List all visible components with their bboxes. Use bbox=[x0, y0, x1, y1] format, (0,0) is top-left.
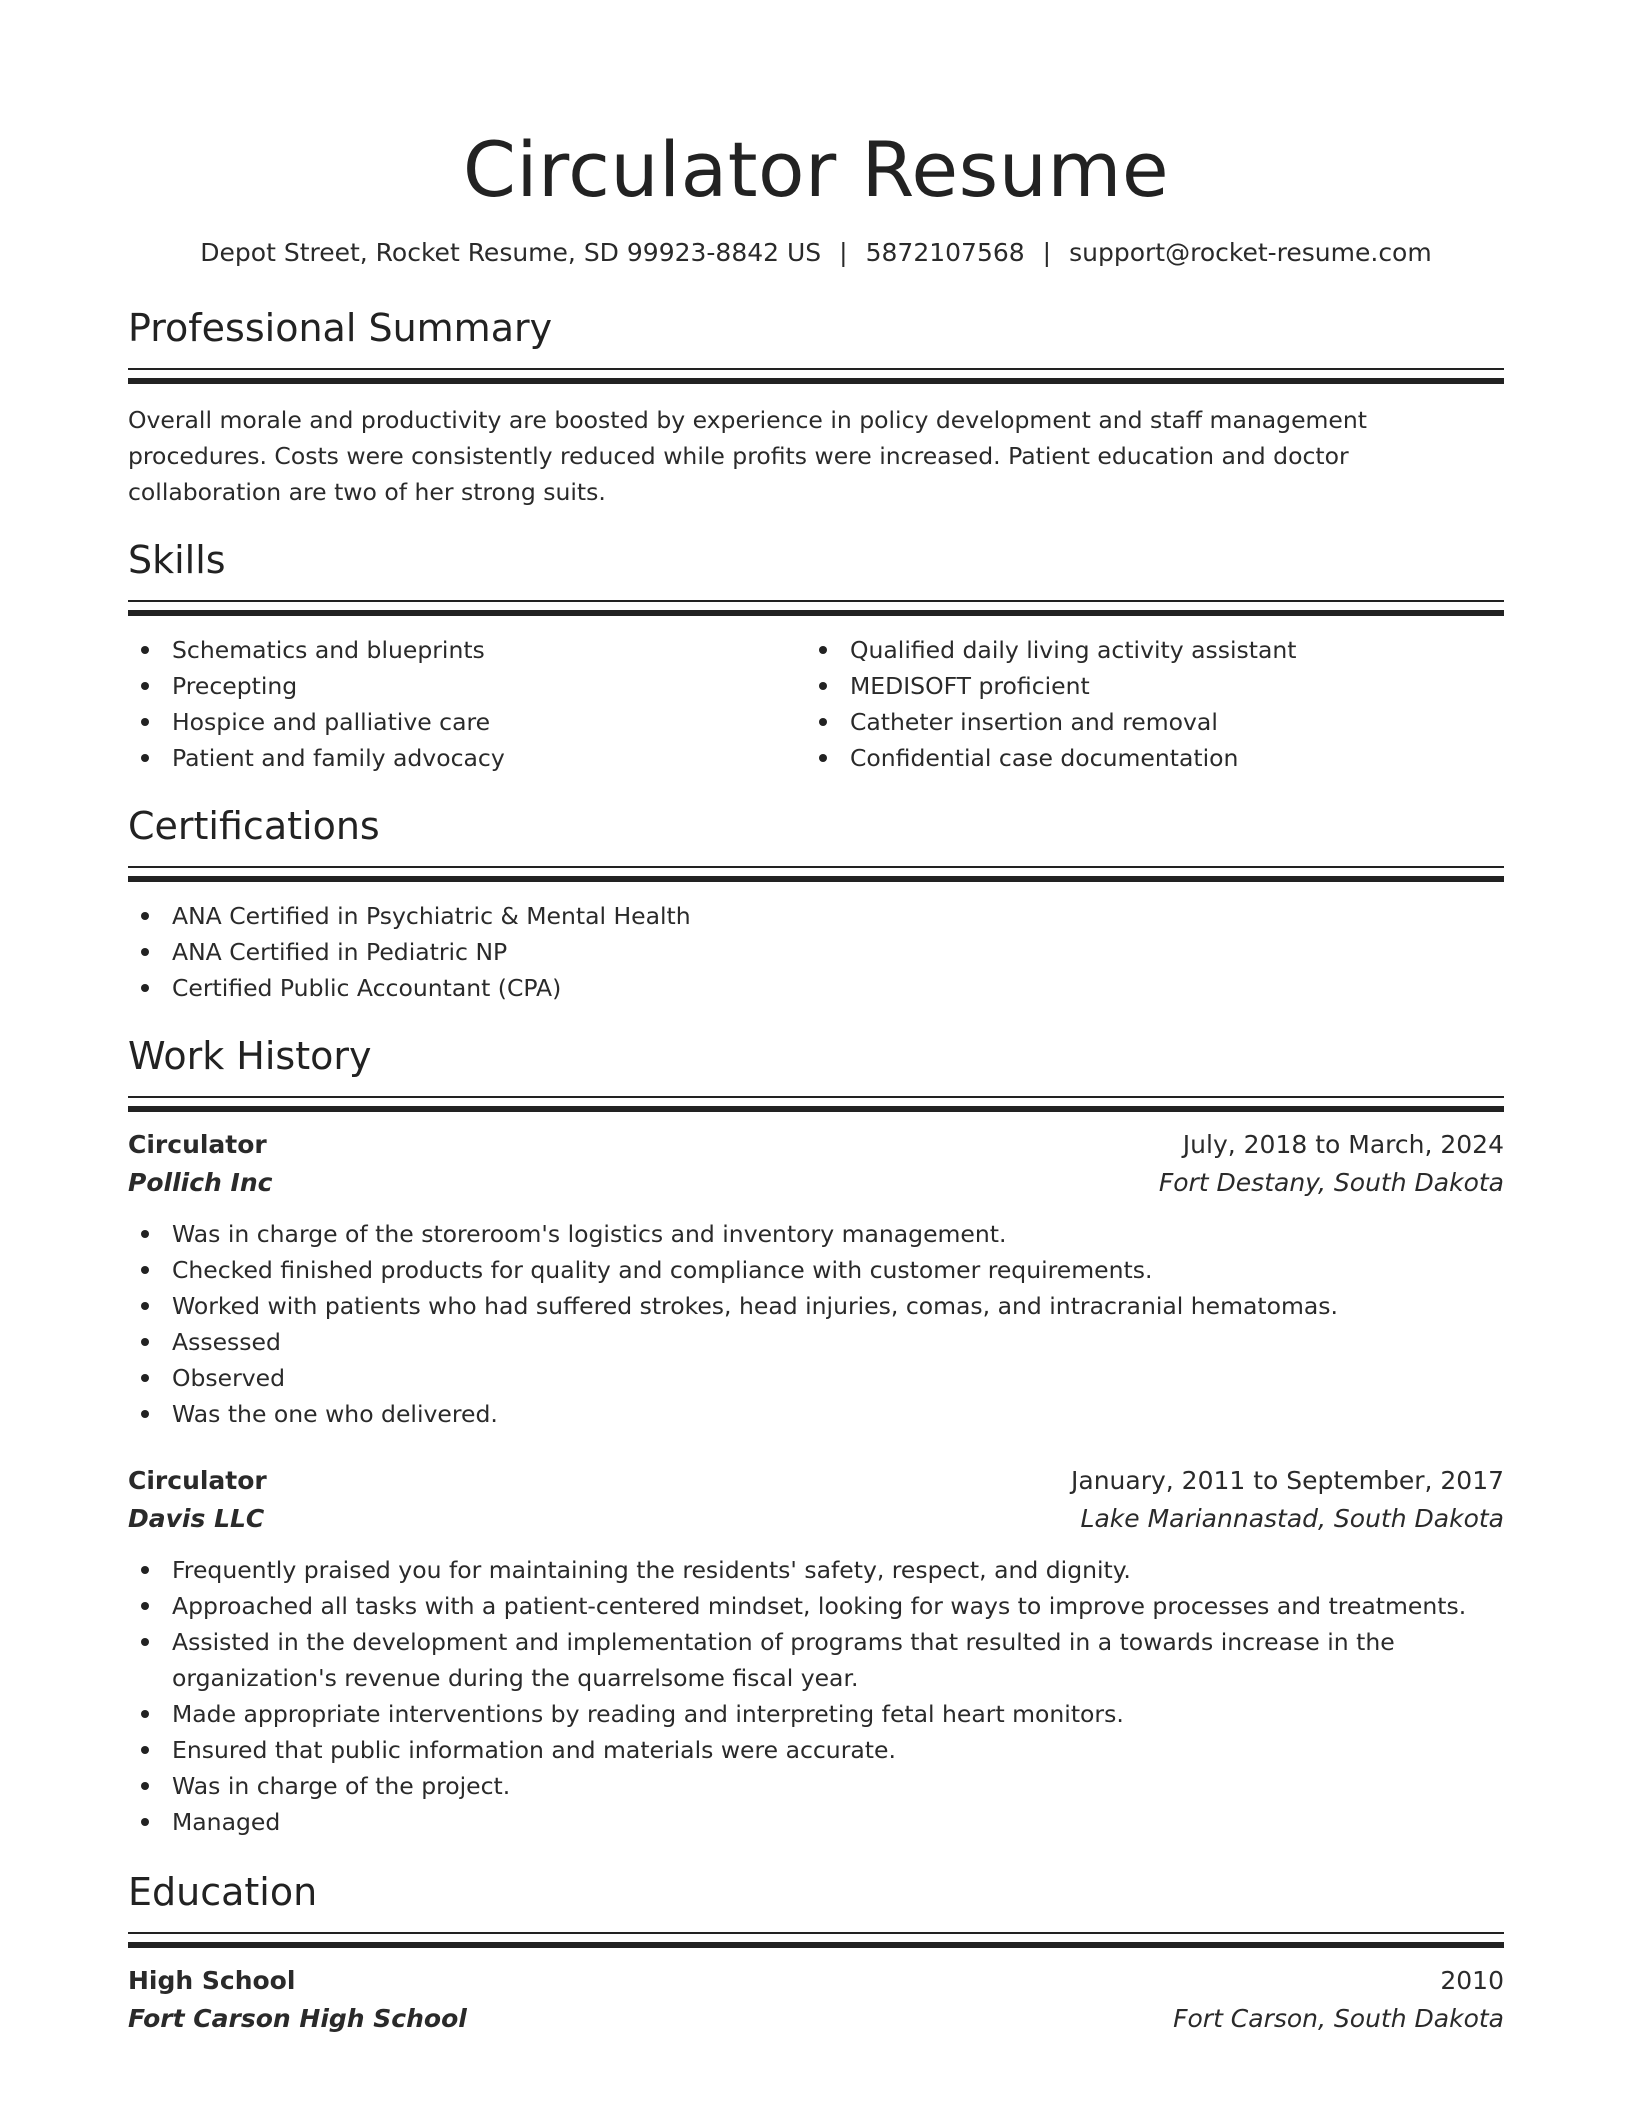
skills-list-left bbox=[128, 632, 806, 776]
education-year: 2010 bbox=[1440, 1966, 1504, 1995]
skill-text: Confidential case documentation bbox=[850, 744, 1239, 772]
job-company: Davis LLC bbox=[128, 1504, 265, 1533]
certification-text: ANA Certified in Pediatric NP bbox=[172, 938, 508, 966]
contact-phone: 5872107568 bbox=[865, 238, 1025, 267]
certification-text: ANA Certified in Psychiatric & Mental Health bbox=[172, 902, 691, 930]
list-item bbox=[128, 898, 1504, 934]
bullet-icon bbox=[819, 754, 827, 762]
list-item bbox=[128, 1324, 1504, 1360]
list-item bbox=[806, 704, 1484, 740]
bullet-icon bbox=[141, 718, 149, 726]
bullet-icon bbox=[141, 682, 149, 690]
list-item bbox=[128, 1768, 1504, 1804]
resume-title: Circulator Resume bbox=[462, 125, 1170, 214]
job-subheader bbox=[128, 1164, 1504, 1202]
list-item bbox=[128, 668, 806, 704]
duty-text: Was in charge of the project. bbox=[172, 1772, 511, 1800]
resume-page bbox=[128, 0, 1504, 2038]
certifications-list bbox=[128, 898, 1504, 1006]
job-location: Fort Destany, South Dakota bbox=[1158, 1168, 1504, 1197]
bullet-icon bbox=[141, 1374, 149, 1382]
skills-list-right bbox=[806, 632, 1484, 776]
list-item bbox=[128, 704, 806, 740]
duty-text: Managed bbox=[172, 1808, 281, 1836]
skills-section bbox=[128, 536, 1504, 776]
list-item bbox=[128, 1804, 1504, 1840]
list-item bbox=[128, 1552, 1504, 1588]
bullet-icon bbox=[819, 646, 827, 654]
certification-text: Certified Public Accountant (CPA) bbox=[172, 974, 562, 1002]
list-item bbox=[128, 1360, 1504, 1396]
bullet-icon bbox=[141, 1782, 149, 1790]
bullet-icon bbox=[141, 1410, 149, 1418]
bullet-icon bbox=[141, 1302, 149, 1310]
section-divider-thick bbox=[128, 378, 1504, 384]
list-item bbox=[806, 668, 1484, 704]
section-divider-thick bbox=[128, 876, 1504, 882]
job-duties-list bbox=[128, 1552, 1504, 1840]
list-item bbox=[128, 740, 806, 776]
duty-text: Assessed bbox=[172, 1328, 281, 1356]
certifications-section bbox=[128, 802, 1504, 1006]
skill-text: Qualified daily living activity assistant bbox=[850, 636, 1297, 664]
job-entry bbox=[128, 1126, 1504, 1432]
job-header bbox=[128, 1462, 1504, 1500]
bullet-icon bbox=[141, 1710, 149, 1718]
list-item bbox=[128, 1288, 1504, 1324]
summary-heading: Professional Summary bbox=[128, 306, 553, 350]
bullet-icon bbox=[141, 912, 149, 920]
education-location: Fort Carson, South Dakota bbox=[1173, 2004, 1504, 2033]
job-entry bbox=[128, 1462, 1504, 1840]
duty-text: Approached all tasks with a patient-centered mindset, looking for ways to improve processes and treatments. bbox=[172, 1592, 1467, 1620]
section-divider-thin bbox=[128, 866, 1504, 868]
bullet-icon bbox=[141, 1338, 149, 1346]
section-divider-thin bbox=[128, 1932, 1504, 1934]
bullet-icon bbox=[141, 1638, 149, 1646]
list-item bbox=[128, 1252, 1504, 1288]
bullet-icon bbox=[141, 1818, 149, 1826]
duty-text: Was in charge of the storeroom's logistics and inventory management. bbox=[172, 1220, 1007, 1248]
work-history-section bbox=[128, 1032, 1504, 1840]
list-item bbox=[128, 1216, 1504, 1252]
duty-text: Frequently praised you for maintaining the residents' safety, respect, and dignity. bbox=[172, 1556, 1131, 1584]
skills-heading: Skills bbox=[128, 538, 226, 582]
section-divider-thin bbox=[128, 600, 1504, 602]
section-divider-thin bbox=[128, 1096, 1504, 1098]
education-subheader bbox=[128, 2000, 1504, 2038]
bullet-icon bbox=[141, 984, 149, 992]
bullet-icon bbox=[819, 682, 827, 690]
list-item bbox=[128, 1396, 1504, 1432]
skill-text: Catheter insertion and removal bbox=[850, 708, 1218, 736]
list-item bbox=[128, 1732, 1504, 1768]
bullet-icon bbox=[141, 948, 149, 956]
job-dates: July, 2018 to March, 2024 bbox=[1182, 1130, 1504, 1159]
duty-text: Assisted in the development and implementation of programs that resulted in a towards increase in the organization's revenue during the quarrelsome fiscal year. bbox=[172, 1628, 1395, 1692]
job-company: Pollich Inc bbox=[128, 1168, 273, 1197]
list-item bbox=[128, 934, 1504, 970]
work-history-heading: Work History bbox=[128, 1034, 372, 1078]
contact-separator: | bbox=[839, 238, 848, 267]
bullet-icon bbox=[819, 718, 827, 726]
list-item bbox=[806, 632, 1484, 668]
list-item bbox=[128, 1624, 1504, 1696]
bullet-icon bbox=[141, 1230, 149, 1238]
bullet-icon bbox=[141, 1602, 149, 1610]
bullet-icon bbox=[141, 1266, 149, 1274]
bullet-icon bbox=[141, 754, 149, 762]
certifications-heading: Certifications bbox=[128, 804, 380, 848]
skill-text: Schematics and blueprints bbox=[172, 636, 485, 664]
contact-address: Depot Street, Rocket Resume, SD 99923-8842 US bbox=[200, 238, 822, 267]
list-item bbox=[128, 1696, 1504, 1732]
job-title: Circulator bbox=[128, 1466, 267, 1495]
bullet-icon bbox=[141, 1566, 149, 1574]
education-heading: Education bbox=[128, 1870, 318, 1914]
list-item bbox=[128, 970, 1504, 1006]
education-school: Fort Carson High School bbox=[128, 2004, 467, 2033]
list-item bbox=[128, 1588, 1504, 1624]
summary-section bbox=[128, 304, 1504, 510]
job-location: Lake Mariannastad, South Dakota bbox=[1080, 1504, 1504, 1533]
duty-text: Checked finished products for quality and compliance with customer requirements. bbox=[172, 1256, 1153, 1284]
section-divider-thick bbox=[128, 610, 1504, 616]
section-divider-thin bbox=[128, 368, 1504, 370]
duty-text: Observed bbox=[172, 1364, 286, 1392]
job-dates: January, 2011 to September, 2017 bbox=[1071, 1466, 1504, 1495]
bullet-icon bbox=[141, 1746, 149, 1754]
list-item bbox=[128, 632, 806, 668]
job-title: Circulator bbox=[128, 1130, 267, 1159]
job-subheader bbox=[128, 1500, 1504, 1538]
list-item bbox=[806, 740, 1484, 776]
section-divider-thick bbox=[128, 1106, 1504, 1112]
skill-text: Patient and family advocacy bbox=[172, 744, 505, 772]
job-duties-list bbox=[128, 1216, 1504, 1432]
section-divider-thick bbox=[128, 1942, 1504, 1948]
education-entry bbox=[128, 1962, 1504, 2038]
contact-email: support@rocket-resume.com bbox=[1069, 238, 1432, 267]
duty-text: Ensured that public information and materials were accurate. bbox=[172, 1736, 896, 1764]
contact-separator: | bbox=[1042, 238, 1052, 267]
duty-text: Worked with patients who had suffered strokes, head injuries, comas, and intracranial hematomas. bbox=[172, 1292, 1339, 1320]
skills-columns bbox=[128, 632, 1504, 776]
duty-text: Made appropriate interventions by reading and interpreting fetal heart monitors. bbox=[172, 1700, 1124, 1728]
summary-text: Overall morale and productivity are boosted by experience in policy development and staff management procedures. Costs were consistently reduced while profits were increased. Patient education and doctor collaboration are two of her strong suits. bbox=[128, 406, 1367, 506]
contact-line bbox=[128, 236, 1504, 270]
skill-text: Precepting bbox=[172, 672, 298, 700]
education-header bbox=[128, 1962, 1504, 2000]
job-header bbox=[128, 1126, 1504, 1164]
education-degree: High School bbox=[128, 1966, 296, 1995]
duty-text: Was the one who delivered. bbox=[172, 1400, 498, 1428]
skill-text: Hospice and palliative care bbox=[172, 708, 491, 736]
bullet-icon bbox=[141, 646, 149, 654]
education-section bbox=[128, 1868, 1504, 2038]
skill-text: MEDISOFT proficient bbox=[850, 672, 1090, 700]
